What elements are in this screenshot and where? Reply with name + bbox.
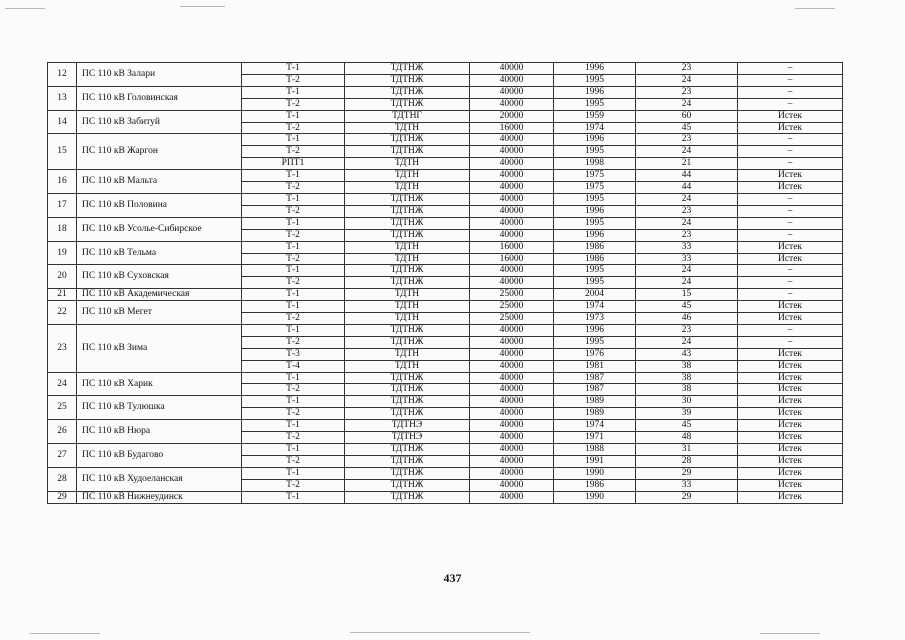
unit-status-cell: Истек <box>738 479 843 491</box>
unit-status-cell: Истек <box>738 444 843 456</box>
unit-id-cell: Т-2 <box>242 74 345 86</box>
unit-id-cell: Т-2 <box>242 479 345 491</box>
unit-power-cell: 40000 <box>470 63 554 75</box>
unit-power-cell: 40000 <box>470 396 554 408</box>
substation-number: 28 <box>48 467 77 491</box>
unit-id-cell: Т-1 <box>242 444 345 456</box>
unit-year-cell: 1959 <box>554 110 636 122</box>
substation-number: 17 <box>48 193 77 217</box>
substation-name: ПС 110 кВ Залари <box>77 63 242 87</box>
unit-power-cell: 40000 <box>470 360 554 372</box>
unit-type-cell: ТДТНЖ <box>345 205 470 217</box>
unit-type-cell: ТДТНЖ <box>345 63 470 75</box>
scan-artifact-bottom-right <box>760 633 820 634</box>
unit-year-cell: 1996 <box>554 86 636 98</box>
unit-status-cell: – <box>738 336 843 348</box>
unit-year-cell: 1988 <box>554 444 636 456</box>
unit-age-cell: 24 <box>636 146 738 158</box>
unit-age-cell: 44 <box>636 182 738 194</box>
table-row <box>48 444 843 456</box>
unit-id-cell: Т-1 <box>242 491 345 503</box>
unit-power-cell: 40000 <box>470 86 554 98</box>
unit-power-cell: 40000 <box>470 324 554 336</box>
unit-status-cell: – <box>738 289 843 301</box>
substation-number: 23 <box>48 324 77 372</box>
unit-age-cell: 28 <box>636 455 738 467</box>
substation-name: ПС 110 кВ Харик <box>77 372 242 396</box>
substation-number: 26 <box>48 420 77 444</box>
substation-number: 12 <box>48 63 77 87</box>
table-row <box>48 170 843 182</box>
substation-number: 18 <box>48 217 77 241</box>
unit-power-cell: 40000 <box>470 217 554 229</box>
table-row <box>48 110 843 122</box>
unit-type-cell: ТДТН <box>345 122 470 134</box>
unit-type-cell: ТДТНЭ <box>345 432 470 444</box>
table-row <box>48 396 843 408</box>
substation-number: 25 <box>48 396 77 420</box>
unit-id-cell: Т-1 <box>242 301 345 313</box>
unit-age-cell: 60 <box>636 110 738 122</box>
unit-power-cell: 40000 <box>470 408 554 420</box>
unit-id-cell: Т-3 <box>242 348 345 360</box>
table-row <box>48 420 843 432</box>
unit-id-cell: Т-2 <box>242 98 345 110</box>
unit-status-cell: – <box>738 277 843 289</box>
unit-type-cell: ТДТНЖ <box>345 336 470 348</box>
unit-age-cell: 45 <box>636 301 738 313</box>
unit-type-cell: ТДТНЖ <box>345 396 470 408</box>
unit-id-cell: Т-2 <box>242 432 345 444</box>
scan-artifact-top-mid <box>180 6 225 7</box>
unit-id-cell: Т-1 <box>242 467 345 479</box>
unit-age-cell: 24 <box>636 277 738 289</box>
unit-id-cell: Т-2 <box>242 336 345 348</box>
unit-age-cell: 39 <box>636 408 738 420</box>
unit-year-cell: 1989 <box>554 408 636 420</box>
unit-type-cell: ТДТНЖ <box>345 444 470 456</box>
unit-type-cell: ТДТНЖ <box>345 408 470 420</box>
unit-age-cell: 24 <box>636 193 738 205</box>
unit-id-cell: Т-2 <box>242 313 345 325</box>
table-row <box>48 193 843 205</box>
table-row <box>48 301 843 313</box>
unit-type-cell: ТДТН <box>345 313 470 325</box>
page-number: 437 <box>443 571 462 585</box>
unit-year-cell: 1995 <box>554 98 636 110</box>
unit-status-cell: Истек <box>738 491 843 503</box>
substation-number: 13 <box>48 86 77 110</box>
unit-year-cell: 1986 <box>554 241 636 253</box>
unit-type-cell: ТДТНЖ <box>345 146 470 158</box>
unit-year-cell: 1986 <box>554 479 636 491</box>
unit-age-cell: 29 <box>636 491 738 503</box>
substation-name: ПС 110 кВ Академическая <box>77 289 242 301</box>
unit-type-cell: ТДТН <box>345 170 470 182</box>
unit-status-cell: Истек <box>738 396 843 408</box>
unit-age-cell: 38 <box>636 360 738 372</box>
substation-name: ПС 110 кВ Головинская <box>77 86 242 110</box>
substation-name: ПС 110 кВ Тулюшка <box>77 396 242 420</box>
unit-id-cell: Т-1 <box>242 420 345 432</box>
unit-status-cell: Истек <box>738 182 843 194</box>
substation-number: 29 <box>48 491 77 503</box>
unit-power-cell: 40000 <box>470 134 554 146</box>
unit-status-cell: – <box>738 265 843 277</box>
unit-power-cell: 40000 <box>470 205 554 217</box>
unit-age-cell: 24 <box>636 336 738 348</box>
unit-status-cell: Истек <box>738 170 843 182</box>
unit-power-cell: 40000 <box>470 444 554 456</box>
unit-status-cell: Истек <box>738 372 843 384</box>
unit-age-cell: 31 <box>636 444 738 456</box>
unit-age-cell: 46 <box>636 313 738 325</box>
unit-age-cell: 29 <box>636 467 738 479</box>
unit-power-cell: 40000 <box>470 455 554 467</box>
unit-type-cell: ТДТНЖ <box>345 229 470 241</box>
unit-id-cell: Т-1 <box>242 193 345 205</box>
substation-number: 14 <box>48 110 77 134</box>
unit-power-cell: 40000 <box>470 182 554 194</box>
substation-name: ПС 110 кВ Худоеланская <box>77 467 242 491</box>
unit-id-cell: Т-2 <box>242 229 345 241</box>
unit-status-cell: – <box>738 74 843 86</box>
unit-age-cell: 30 <box>636 396 738 408</box>
unit-id-cell: Т-1 <box>242 170 345 182</box>
unit-status-cell: Истек <box>738 360 843 372</box>
substation-name: ПС 110 кВ Жаргон <box>77 134 242 170</box>
substation-number: 27 <box>48 444 77 468</box>
substation-name: ПС 110 кВ Мегет <box>77 301 242 325</box>
unit-id-cell: Т-2 <box>242 182 345 194</box>
unit-status-cell: – <box>738 134 843 146</box>
unit-power-cell: 40000 <box>470 158 554 170</box>
unit-type-cell: ТДТНЖ <box>345 384 470 396</box>
unit-id-cell: Т-1 <box>242 396 345 408</box>
transformer-table <box>47 62 843 504</box>
unit-type-cell: ТДТНЖ <box>345 455 470 467</box>
unit-year-cell: 1996 <box>554 229 636 241</box>
unit-power-cell: 40000 <box>470 491 554 503</box>
unit-power-cell: 40000 <box>470 98 554 110</box>
unit-age-cell: 24 <box>636 98 738 110</box>
unit-year-cell: 1990 <box>554 467 636 479</box>
unit-type-cell: ТДТН <box>345 348 470 360</box>
unit-status-cell: Истек <box>738 110 843 122</box>
unit-status-cell: Истек <box>738 122 843 134</box>
unit-type-cell: ТДТН <box>345 158 470 170</box>
unit-year-cell: 1975 <box>554 182 636 194</box>
unit-id-cell: Т-2 <box>242 384 345 396</box>
unit-power-cell: 40000 <box>470 467 554 479</box>
unit-status-cell: Истек <box>738 467 843 479</box>
unit-age-cell: 48 <box>636 432 738 444</box>
unit-power-cell: 40000 <box>470 74 554 86</box>
unit-id-cell: Т-2 <box>242 455 345 467</box>
substation-name: ПС 110 кВ Тельма <box>77 241 242 265</box>
unit-id-cell: Т-1 <box>242 372 345 384</box>
unit-id-cell: РПТ1 <box>242 158 345 170</box>
unit-year-cell: 1995 <box>554 277 636 289</box>
unit-type-cell: ТДТНГ <box>345 110 470 122</box>
scan-artifact-bottom-mid <box>350 632 530 633</box>
unit-year-cell: 1973 <box>554 313 636 325</box>
table-row <box>48 217 843 229</box>
unit-id-cell: Т-4 <box>242 360 345 372</box>
unit-status-cell: Истек <box>738 455 843 467</box>
unit-status-cell: Истек <box>738 253 843 265</box>
unit-type-cell: ТДТНЖ <box>345 265 470 277</box>
substation-number: 22 <box>48 301 77 325</box>
unit-power-cell: 40000 <box>470 372 554 384</box>
unit-age-cell: 23 <box>636 229 738 241</box>
unit-year-cell: 1986 <box>554 253 636 265</box>
unit-year-cell: 1996 <box>554 205 636 217</box>
substation-name: ПС 110 кВ Суховская <box>77 265 242 289</box>
table-row <box>48 63 843 75</box>
table-row <box>48 372 843 384</box>
unit-age-cell: 24 <box>636 74 738 86</box>
unit-power-cell: 40000 <box>470 146 554 158</box>
unit-type-cell: ТДТНЖ <box>345 491 470 503</box>
substation-name: ПС 110 кВ Нюра <box>77 420 242 444</box>
unit-power-cell: 40000 <box>470 420 554 432</box>
unit-year-cell: 1974 <box>554 301 636 313</box>
unit-status-cell: Истек <box>738 384 843 396</box>
substation-name: ПС 110 кВ Забитуй <box>77 110 242 134</box>
table-row <box>48 324 843 336</box>
unit-power-cell: 40000 <box>470 193 554 205</box>
substation-number: 19 <box>48 241 77 265</box>
table-row <box>48 289 843 301</box>
unit-age-cell: 45 <box>636 420 738 432</box>
unit-power-cell: 16000 <box>470 122 554 134</box>
unit-status-cell: – <box>738 229 843 241</box>
unit-age-cell: 43 <box>636 348 738 360</box>
table-row <box>48 265 843 277</box>
table-row <box>48 491 843 503</box>
unit-status-cell: – <box>738 86 843 98</box>
unit-type-cell: ТДТНЖ <box>345 479 470 491</box>
unit-power-cell: 16000 <box>470 253 554 265</box>
unit-type-cell: ТДТНЖ <box>345 193 470 205</box>
unit-year-cell: 1974 <box>554 420 636 432</box>
unit-year-cell: 1989 <box>554 396 636 408</box>
unit-type-cell: ТДТНЖ <box>345 217 470 229</box>
unit-id-cell: Т-1 <box>242 241 345 253</box>
unit-age-cell: 15 <box>636 289 738 301</box>
unit-age-cell: 23 <box>636 86 738 98</box>
unit-year-cell: 1987 <box>554 384 636 396</box>
unit-id-cell: Т-2 <box>242 277 345 289</box>
unit-age-cell: 24 <box>636 217 738 229</box>
unit-age-cell: 33 <box>636 241 738 253</box>
unit-power-cell: 40000 <box>470 265 554 277</box>
unit-year-cell: 1995 <box>554 146 636 158</box>
unit-type-cell: ТДТНЖ <box>345 467 470 479</box>
unit-year-cell: 1998 <box>554 158 636 170</box>
unit-power-cell: 40000 <box>470 432 554 444</box>
unit-status-cell: – <box>738 205 843 217</box>
unit-status-cell: Истек <box>738 420 843 432</box>
unit-status-cell: – <box>738 324 843 336</box>
unit-year-cell: 1971 <box>554 432 636 444</box>
unit-age-cell: 45 <box>636 122 738 134</box>
unit-age-cell: 23 <box>636 134 738 146</box>
unit-year-cell: 1990 <box>554 491 636 503</box>
unit-id-cell: Т-1 <box>242 134 345 146</box>
unit-type-cell: ТДТН <box>345 360 470 372</box>
unit-type-cell: ТДТН <box>345 241 470 253</box>
unit-id-cell: Т-2 <box>242 146 345 158</box>
unit-power-cell: 40000 <box>470 170 554 182</box>
unit-id-cell: Т-1 <box>242 86 345 98</box>
unit-id-cell: Т-1 <box>242 63 345 75</box>
table-body <box>48 63 843 504</box>
unit-year-cell: 1995 <box>554 265 636 277</box>
unit-year-cell: 1975 <box>554 170 636 182</box>
unit-age-cell: 38 <box>636 384 738 396</box>
substation-number: 20 <box>48 265 77 289</box>
unit-year-cell: 1995 <box>554 193 636 205</box>
unit-status-cell: Истек <box>738 432 843 444</box>
unit-status-cell: Истек <box>738 408 843 420</box>
unit-power-cell: 16000 <box>470 241 554 253</box>
unit-year-cell: 1995 <box>554 217 636 229</box>
unit-year-cell: 1987 <box>554 372 636 384</box>
substation-name: ПС 110 кВ Будагово <box>77 444 242 468</box>
substation-name: ПС 110 кВ Половина <box>77 193 242 217</box>
unit-status-cell: – <box>738 217 843 229</box>
unit-type-cell: ТДТН <box>345 289 470 301</box>
table-row <box>48 241 843 253</box>
unit-type-cell: ТДТНЖ <box>345 324 470 336</box>
unit-power-cell: 40000 <box>470 348 554 360</box>
unit-status-cell: – <box>738 146 843 158</box>
unit-id-cell: Т-2 <box>242 408 345 420</box>
unit-id-cell: Т-1 <box>242 110 345 122</box>
unit-age-cell: 21 <box>636 158 738 170</box>
unit-year-cell: 1976 <box>554 348 636 360</box>
unit-year-cell: 2004 <box>554 289 636 301</box>
unit-age-cell: 23 <box>636 63 738 75</box>
unit-year-cell: 1991 <box>554 455 636 467</box>
unit-status-cell: Истек <box>738 313 843 325</box>
unit-type-cell: ТДТНЖ <box>345 86 470 98</box>
unit-type-cell: ТДТНЖ <box>345 98 470 110</box>
unit-year-cell: 1996 <box>554 134 636 146</box>
substation-number: 16 <box>48 170 77 194</box>
unit-id-cell: Т-2 <box>242 253 345 265</box>
unit-status-cell: Истек <box>738 241 843 253</box>
substation-name: ПС 110 кВ Зима <box>77 324 242 372</box>
unit-type-cell: ТДТНЖ <box>345 134 470 146</box>
unit-year-cell: 1981 <box>554 360 636 372</box>
unit-year-cell: 1974 <box>554 122 636 134</box>
unit-age-cell: 23 <box>636 324 738 336</box>
unit-power-cell: 20000 <box>470 110 554 122</box>
unit-type-cell: ТДТНЖ <box>345 372 470 384</box>
unit-year-cell: 1995 <box>554 74 636 86</box>
unit-id-cell: Т-2 <box>242 205 345 217</box>
unit-power-cell: 40000 <box>470 229 554 241</box>
unit-power-cell: 40000 <box>470 479 554 491</box>
unit-status-cell: – <box>738 158 843 170</box>
unit-age-cell: 33 <box>636 479 738 491</box>
unit-status-cell: – <box>738 98 843 110</box>
unit-year-cell: 1996 <box>554 63 636 75</box>
scan-artifact-bottom-left <box>30 633 100 634</box>
unit-status-cell: Истек <box>738 301 843 313</box>
scan-artifact-top-left <box>5 8 45 9</box>
unit-status-cell: Истек <box>738 348 843 360</box>
unit-power-cell: 40000 <box>470 384 554 396</box>
unit-status-cell: – <box>738 63 843 75</box>
unit-id-cell: Т-1 <box>242 289 345 301</box>
substation-number: 21 <box>48 289 77 301</box>
unit-type-cell: ТДТН <box>345 182 470 194</box>
unit-age-cell: 24 <box>636 265 738 277</box>
unit-type-cell: ТДТНЭ <box>345 420 470 432</box>
unit-id-cell: Т-2 <box>242 122 345 134</box>
unit-power-cell: 25000 <box>470 313 554 325</box>
unit-id-cell: Т-1 <box>242 217 345 229</box>
unit-age-cell: 44 <box>636 170 738 182</box>
unit-type-cell: ТДТН <box>345 253 470 265</box>
unit-power-cell: 25000 <box>470 289 554 301</box>
unit-power-cell: 40000 <box>470 336 554 348</box>
substation-name: ПС 110 кВ Нижнеудинск <box>77 491 242 503</box>
unit-id-cell: Т-1 <box>242 324 345 336</box>
unit-year-cell: 1995 <box>554 336 636 348</box>
unit-age-cell: 38 <box>636 372 738 384</box>
unit-age-cell: 33 <box>636 253 738 265</box>
substation-number: 24 <box>48 372 77 396</box>
unit-id-cell: Т-1 <box>242 265 345 277</box>
scan-artifact-top-right <box>795 8 835 9</box>
substation-name: ПС 110 кВ Усолье-Сибирское <box>77 217 242 241</box>
unit-power-cell: 25000 <box>470 301 554 313</box>
table-row <box>48 86 843 98</box>
table-row <box>48 134 843 146</box>
substation-number: 15 <box>48 134 77 170</box>
unit-status-cell: – <box>738 193 843 205</box>
unit-age-cell: 23 <box>636 205 738 217</box>
substation-name: ПС 110 кВ Мальта <box>77 170 242 194</box>
unit-power-cell: 40000 <box>470 277 554 289</box>
unit-type-cell: ТДТНЖ <box>345 277 470 289</box>
unit-type-cell: ТДТНЖ <box>345 74 470 86</box>
unit-type-cell: ТДТН <box>345 301 470 313</box>
table-row <box>48 467 843 479</box>
unit-year-cell: 1996 <box>554 324 636 336</box>
